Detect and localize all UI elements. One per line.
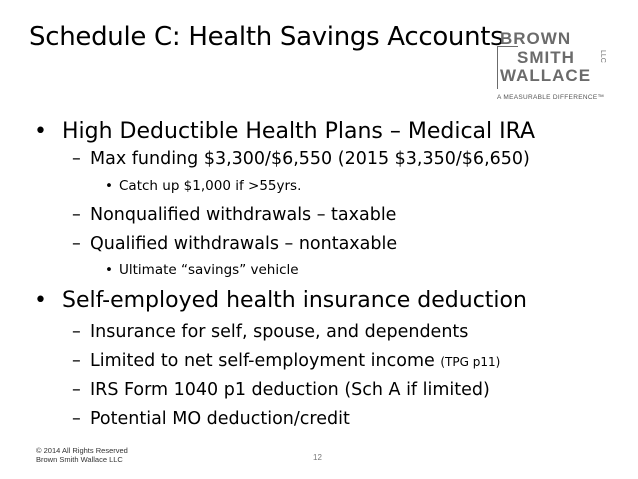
bullet-marker: • <box>34 288 47 313</box>
bullet-marker: • <box>105 178 113 194</box>
company-logo <box>497 28 627 108</box>
logo-line-smith: SMITH <box>517 48 575 67</box>
logo-line-brown: BROWN <box>500 29 572 48</box>
bullet-hdhp <box>34 118 536 146</box>
sub-item-text: IRS Form 1040 p1 deduction (Sch A if limited) <box>90 380 490 400</box>
dash-marker: – <box>72 234 81 254</box>
sub-sub-item-text: Ultimate “savings” vehicle <box>119 262 299 278</box>
company-line: Brown Smith Wallace LLC <box>36 455 123 464</box>
bullet-self-employed <box>34 287 527 315</box>
logo-line-wallace: WALLACE <box>500 66 592 85</box>
sub-item-text: Max funding $3,300/$6,550 (2015 $3,350/$6,650) <box>90 149 530 169</box>
bullet-text: Self-employed health insurance deduction <box>62 288 527 313</box>
bullet-marker: • <box>34 119 47 144</box>
sub-item-max-funding <box>72 147 530 171</box>
dash-marker: – <box>72 380 81 400</box>
sub-item-text: Nonqualified withdrawals – taxable <box>90 205 397 225</box>
sub-item-irs-form <box>72 378 490 402</box>
sub-sub-item-savings <box>105 261 299 279</box>
sub-item-limited <box>72 349 501 374</box>
sub-item-text: Potential MO deduction/credit <box>90 409 350 429</box>
sub-item-text: Insurance for self, spouse, and dependents <box>90 322 469 342</box>
logo-llc: LLC <box>599 50 606 63</box>
copyright-footer <box>36 446 128 464</box>
sub-item-mo-deduction <box>72 407 350 431</box>
logo-tagline: A MEASURABLE DIFFERENCE™ <box>497 94 605 101</box>
dash-marker: – <box>72 149 81 169</box>
page-number: 12 <box>313 453 322 462</box>
dash-marker: – <box>72 322 81 342</box>
sub-sub-item-text: Catch up $1,000 if >55yrs. <box>119 178 302 194</box>
sub-item-nonqualified <box>72 203 397 227</box>
slide-title: Schedule C: Health Savings Accounts <box>29 22 504 52</box>
dash-marker: – <box>72 351 81 371</box>
dash-marker: – <box>72 205 81 225</box>
bullet-marker: • <box>105 262 113 278</box>
sub-sub-item-catch-up <box>105 177 302 195</box>
sub-item-text: Qualified withdrawals – nontaxable <box>90 234 398 254</box>
bullet-text: High Deductible Health Plans – Medical IRA <box>62 119 536 144</box>
dash-marker: – <box>72 409 81 429</box>
copyright-line: © 2014 All Rights Reserved <box>36 446 128 455</box>
sub-item-text: Limited to net self-employment income <box>90 351 435 371</box>
sub-item-insurance <box>72 320 469 344</box>
sub-item-qualified <box>72 232 398 256</box>
reference-note: (TPG p11) <box>440 355 501 369</box>
